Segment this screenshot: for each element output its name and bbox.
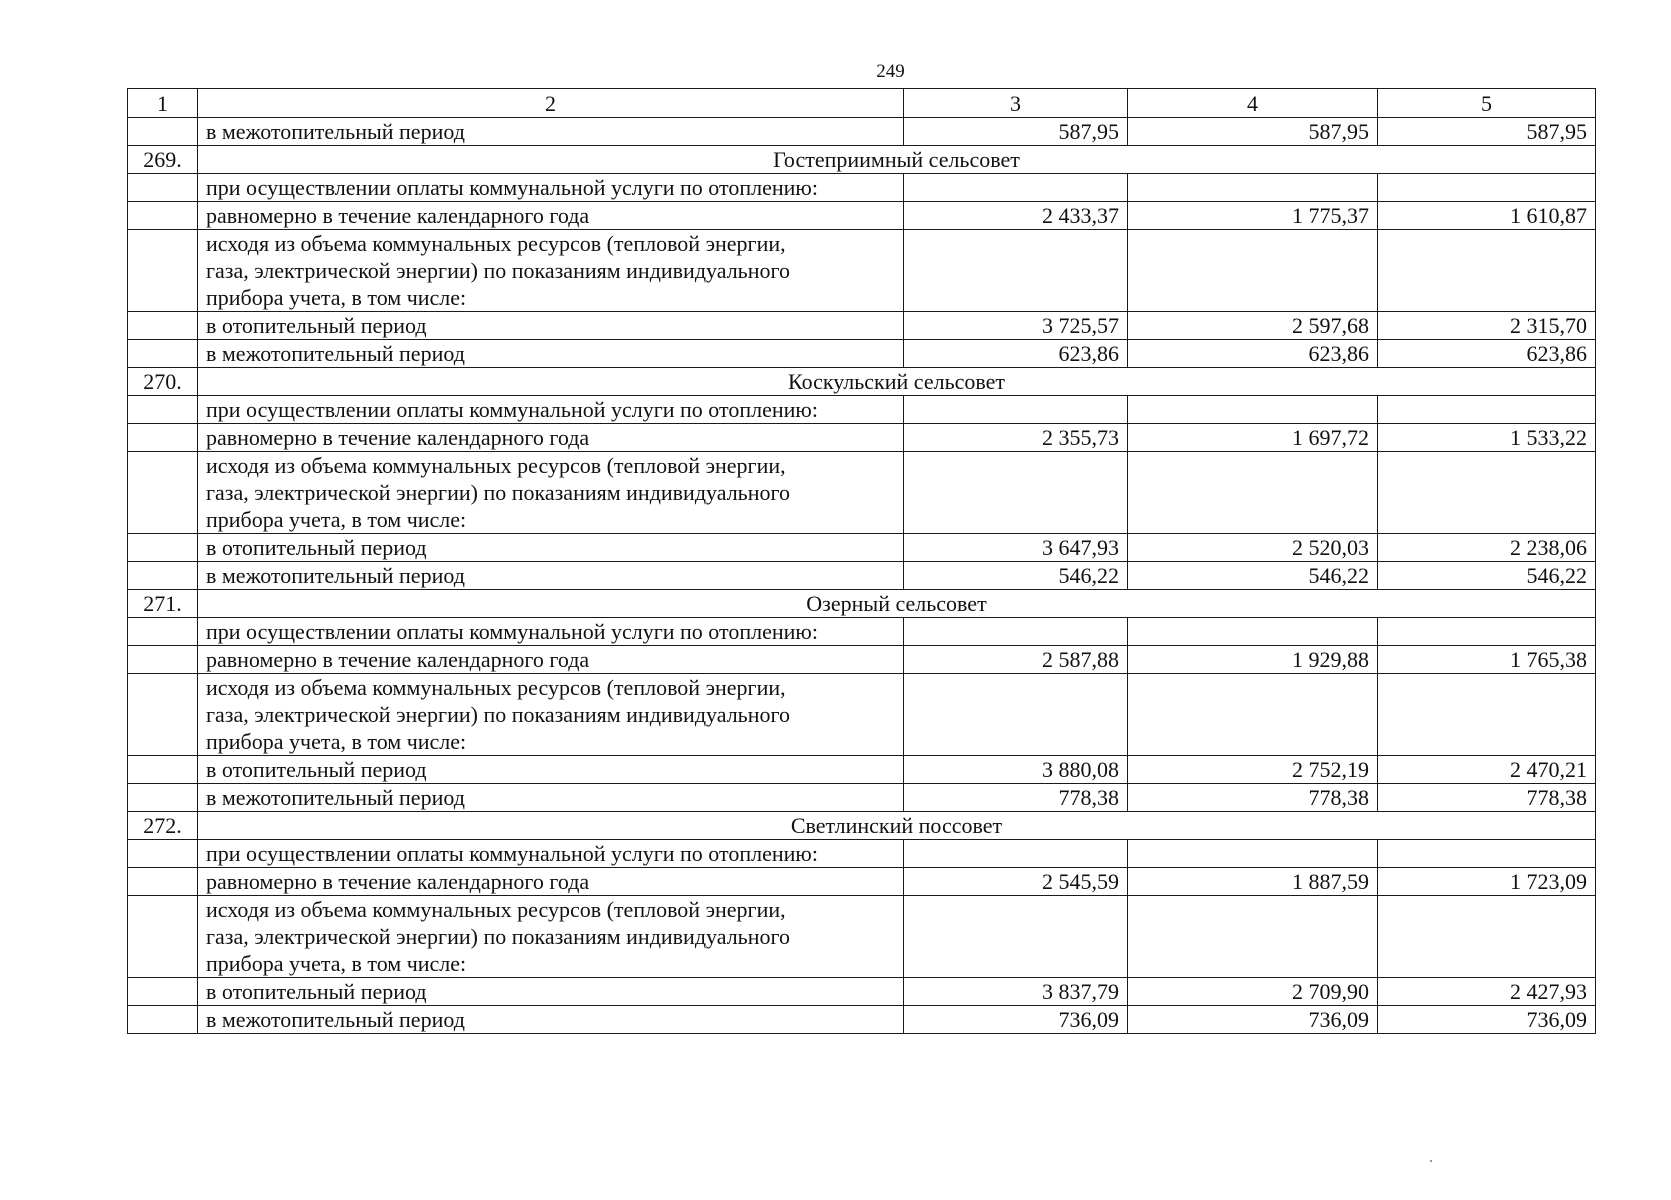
- value-cell-col3: 2 355,73: [904, 424, 1128, 452]
- row-description: в межотопительный период: [198, 1006, 904, 1034]
- section-title: Коскульский сельсовет: [198, 368, 1596, 396]
- value-cell-col5: 1 765,38: [1378, 646, 1596, 674]
- tariff-table: [127, 88, 1596, 1034]
- value-cell-col3: 3 880,08: [904, 756, 1128, 784]
- value-cell-col3: 778,38: [904, 784, 1128, 812]
- value-cell-col3: 3 725,57: [904, 312, 1128, 340]
- value-cell-col5: 1 723,09: [1378, 868, 1596, 896]
- value-cell-col5: [1378, 674, 1596, 756]
- table-row: [128, 784, 1596, 812]
- value-cell-col4: 587,95: [1128, 118, 1378, 146]
- row-number-cell: [128, 562, 198, 590]
- table-row-multiline: [128, 452, 1596, 534]
- row-description: в межотопительный период: [198, 784, 904, 812]
- table-row: [128, 312, 1596, 340]
- value-cell-col4: 1 775,37: [1128, 202, 1378, 230]
- value-cell-col3: 2 433,37: [904, 202, 1128, 230]
- value-cell-col4: 1 697,72: [1128, 424, 1378, 452]
- row-number-cell: [128, 174, 198, 202]
- table-row: [128, 618, 1596, 646]
- value-cell-col5: 778,38: [1378, 784, 1596, 812]
- table-row: [128, 646, 1596, 674]
- row-description: при осуществлении оплаты коммунальной услуги по отоплению:: [198, 618, 904, 646]
- section-header-row: [128, 590, 1596, 618]
- value-cell-col5: [1378, 396, 1596, 424]
- column-header-5: 5: [1378, 89, 1596, 118]
- value-cell-col4: 778,38: [1128, 784, 1378, 812]
- value-cell-col5: 623,86: [1378, 340, 1596, 368]
- row-number-cell: [128, 674, 198, 756]
- value-cell-col4: [1128, 396, 1378, 424]
- row-description: в отопительный период: [198, 312, 904, 340]
- row-number-cell: [128, 868, 198, 896]
- value-cell-col4: [1128, 840, 1378, 868]
- section-title: Гостеприимный сельсовет: [198, 146, 1596, 174]
- value-cell-col3: [904, 452, 1128, 534]
- value-cell-col3: [904, 396, 1128, 424]
- value-cell-col5: [1378, 230, 1596, 312]
- page-number: 249: [876, 61, 905, 82]
- value-cell-col5: 1 610,87: [1378, 202, 1596, 230]
- value-cell-col4: [1128, 174, 1378, 202]
- row-number-cell: 270.: [128, 368, 198, 396]
- value-cell-col3: [904, 896, 1128, 978]
- value-cell-col4: 2 709,90: [1128, 978, 1378, 1006]
- tariff-table-body: [128, 89, 1596, 1034]
- column-header-4: 4: [1128, 89, 1378, 118]
- table-row: [128, 978, 1596, 1006]
- value-cell-col4: [1128, 452, 1378, 534]
- section-header-row: [128, 146, 1596, 174]
- row-number-cell: [128, 452, 198, 534]
- value-cell-col5: [1378, 174, 1596, 202]
- value-cell-col5: [1378, 618, 1596, 646]
- tariff-table-container: [127, 88, 1595, 1034]
- row-number-cell: [128, 840, 198, 868]
- column-header-2: 2: [198, 89, 904, 118]
- value-cell-col5: 1 533,22: [1378, 424, 1596, 452]
- row-number-cell: [128, 424, 198, 452]
- value-cell-col3: 623,86: [904, 340, 1128, 368]
- row-description: исходя из объема коммунальных ресурсов (тепловой энергии, газа, электрической энергии) по показаниям индивидуального прибора учета, в том числе:: [198, 896, 904, 978]
- table-row: [128, 340, 1596, 368]
- section-title: Озерный сельсовет: [198, 590, 1596, 618]
- value-cell-col3: 3 837,79: [904, 978, 1128, 1006]
- value-cell-col4: 1 887,59: [1128, 868, 1378, 896]
- row-description: равномерно в течение календарного года: [198, 646, 904, 674]
- row-description: равномерно в течение календарного года: [198, 202, 904, 230]
- value-cell-col5: 2 238,06: [1378, 534, 1596, 562]
- value-cell-col4: [1128, 896, 1378, 978]
- row-number-cell: 271.: [128, 590, 198, 618]
- section-title: Светлинский поссовет: [198, 812, 1596, 840]
- row-number-cell: [128, 1006, 198, 1034]
- value-cell-col3: 736,09: [904, 1006, 1128, 1034]
- table-row: [128, 868, 1596, 896]
- table-row: [128, 562, 1596, 590]
- row-number-cell: 269.: [128, 146, 198, 174]
- column-header-1: 1: [128, 89, 198, 118]
- row-description: исходя из объема коммунальных ресурсов (тепловой энергии, газа, электрической энергии) по показаниям индивидуального прибора учета, в том числе:: [198, 230, 904, 312]
- value-cell-col4: 2 520,03: [1128, 534, 1378, 562]
- value-cell-col4: 546,22: [1128, 562, 1378, 590]
- row-number-cell: [128, 312, 198, 340]
- row-description: равномерно в течение календарного года: [198, 424, 904, 452]
- row-description: в межотопительный период: [198, 562, 904, 590]
- row-number-cell: 272.: [128, 812, 198, 840]
- row-description: при осуществлении оплаты коммунальной услуги по отоплению:: [198, 396, 904, 424]
- table-row-multiline: [128, 674, 1596, 756]
- value-cell-col4: [1128, 674, 1378, 756]
- value-cell-col5: 587,95: [1378, 118, 1596, 146]
- row-description: при осуществлении оплаты коммунальной услуги по отоплению:: [198, 840, 904, 868]
- row-number-cell: [128, 202, 198, 230]
- row-description: при осуществлении оплаты коммунальной услуги по отоплению:: [198, 174, 904, 202]
- row-number-cell: [128, 618, 198, 646]
- value-cell-col4: 623,86: [1128, 340, 1378, 368]
- row-number-cell: [128, 396, 198, 424]
- value-cell-col3: 2 587,88: [904, 646, 1128, 674]
- table-row: [128, 118, 1596, 146]
- row-description: исходя из объема коммунальных ресурсов (тепловой энергии, газа, электрической энергии) по показаниям индивидуального прибора учета, в том числе:: [198, 452, 904, 534]
- column-header-3: 3: [904, 89, 1128, 118]
- row-description: в отопительный период: [198, 978, 904, 1006]
- row-number-cell: [128, 784, 198, 812]
- value-cell-col4: [1128, 230, 1378, 312]
- value-cell-col4: 1 929,88: [1128, 646, 1378, 674]
- table-row-multiline: [128, 896, 1596, 978]
- row-description: в отопительный период: [198, 534, 904, 562]
- table-row-multiline: [128, 230, 1596, 312]
- row-description: в межотопительный период: [198, 118, 904, 146]
- row-description: исходя из объема коммунальных ресурсов (тепловой энергии, газа, электрической энергии) по показаниям индивидуального прибора учета, в том числе:: [198, 674, 904, 756]
- table-row: [128, 424, 1596, 452]
- row-number-cell: [128, 646, 198, 674]
- table-row: [128, 396, 1596, 424]
- section-header-row: [128, 368, 1596, 396]
- row-number-cell: [128, 534, 198, 562]
- table-row: [128, 534, 1596, 562]
- row-number-cell: [128, 756, 198, 784]
- value-cell-col3: 2 545,59: [904, 868, 1128, 896]
- value-cell-col5: [1378, 452, 1596, 534]
- table-row: [128, 202, 1596, 230]
- value-cell-col4: 736,09: [1128, 1006, 1378, 1034]
- row-number-cell: [128, 978, 198, 1006]
- value-cell-col3: 3 647,93: [904, 534, 1128, 562]
- table-row: [128, 1006, 1596, 1034]
- value-cell-col4: [1128, 618, 1378, 646]
- row-number-cell: [128, 230, 198, 312]
- value-cell-col3: [904, 230, 1128, 312]
- value-cell-col5: 736,09: [1378, 1006, 1596, 1034]
- value-cell-col5: [1378, 840, 1596, 868]
- row-description: в отопительный период: [198, 756, 904, 784]
- row-number-cell: [128, 340, 198, 368]
- value-cell-col3: [904, 840, 1128, 868]
- value-cell-col4: 2 597,68: [1128, 312, 1378, 340]
- row-description: в межотопительный период: [198, 340, 904, 368]
- value-cell-col3: [904, 174, 1128, 202]
- section-header-row: [128, 812, 1596, 840]
- value-cell-col3: [904, 674, 1128, 756]
- value-cell-col4: 2 752,19: [1128, 756, 1378, 784]
- row-number-cell: [128, 896, 198, 978]
- value-cell-col5: 546,22: [1378, 562, 1596, 590]
- scan-speck: [1430, 1160, 1432, 1162]
- column-number-header-row: [128, 89, 1596, 118]
- table-row: [128, 174, 1596, 202]
- value-cell-col5: [1378, 896, 1596, 978]
- value-cell-col3: [904, 618, 1128, 646]
- table-row: [128, 840, 1596, 868]
- value-cell-col3: 587,95: [904, 118, 1128, 146]
- row-description: равномерно в течение календарного года: [198, 868, 904, 896]
- value-cell-col3: 546,22: [904, 562, 1128, 590]
- row-number-cell: [128, 118, 198, 146]
- value-cell-col5: 2 315,70: [1378, 312, 1596, 340]
- table-row: [128, 756, 1596, 784]
- value-cell-col5: 2 427,93: [1378, 978, 1596, 1006]
- value-cell-col5: 2 470,21: [1378, 756, 1596, 784]
